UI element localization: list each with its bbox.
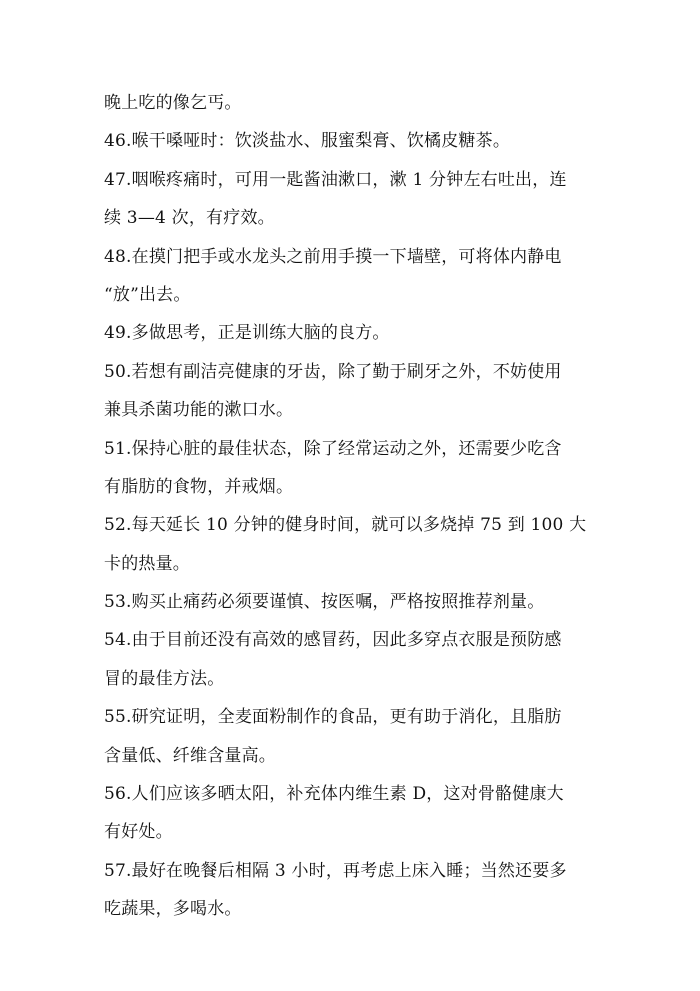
document-body (104, 84, 594, 929)
text-line: 57.最好在晚餐后相隔 3 小时，再考虑上床入睡；当然还要多 (104, 860, 567, 881)
text-line: 卡的热量。 (104, 553, 190, 574)
text-line: “放”出去。 (104, 284, 191, 305)
text-line: 46.喉干嗓哑时：饮淡盐水、服蜜梨膏、饮橘皮糖茶。 (104, 131, 511, 152)
text-line: 55.研究证明，全麦面粉制作的食品，更有助于消化，且脂肪 (104, 707, 562, 728)
text-line: 53.购买止痛药必须要谨慎、按医嘱，严格按照推荐剂量。 (104, 592, 545, 613)
text-line: 50.若想有副洁亮健康的牙齿，除了勤于刷牙之外，不妨使用 (104, 361, 562, 382)
text-line: 续 3—4 次，有疗效。 (104, 208, 275, 229)
text-line: 56.人们应该多晒太阳，补充体内维生素 D，这对骨骼健康大 (104, 784, 564, 805)
text-line: 吃蔬果，多喝水。 (104, 899, 242, 920)
text-line: 51.保持心脏的最佳状态，除了经常运动之外，还需要少吃含 (104, 438, 562, 459)
text-line: 兼具杀菌功能的漱口水。 (104, 400, 294, 421)
text-line: 48.在摸门把手或水龙头之前用手摸一下墙壁，可将体内静电 (104, 246, 562, 267)
text-line: 52.每天延长 10 分钟的健身时间，就可以多烧掉 75 到 100 大 (104, 515, 587, 536)
text-line: 冒的最佳方法。 (104, 668, 225, 689)
text-line: 有好处。 (104, 822, 173, 843)
text-line: 54.由于目前还没有高效的感冒药，因此多穿点衣服是预防感 (104, 630, 562, 651)
text-line: 含量低、纤维含量高。 (104, 745, 276, 766)
text-line: 晚上吃的像乞丐。 (104, 93, 242, 113)
text-line: 49.多做思考，正是训练大脑的良方。 (104, 323, 390, 344)
text-line: 有脂肪的食物，并戒烟。 (104, 476, 294, 497)
text-line: 47.咽喉疼痛时，可用一匙酱油漱口，漱 1 分钟左右吐出，连 (104, 169, 567, 190)
